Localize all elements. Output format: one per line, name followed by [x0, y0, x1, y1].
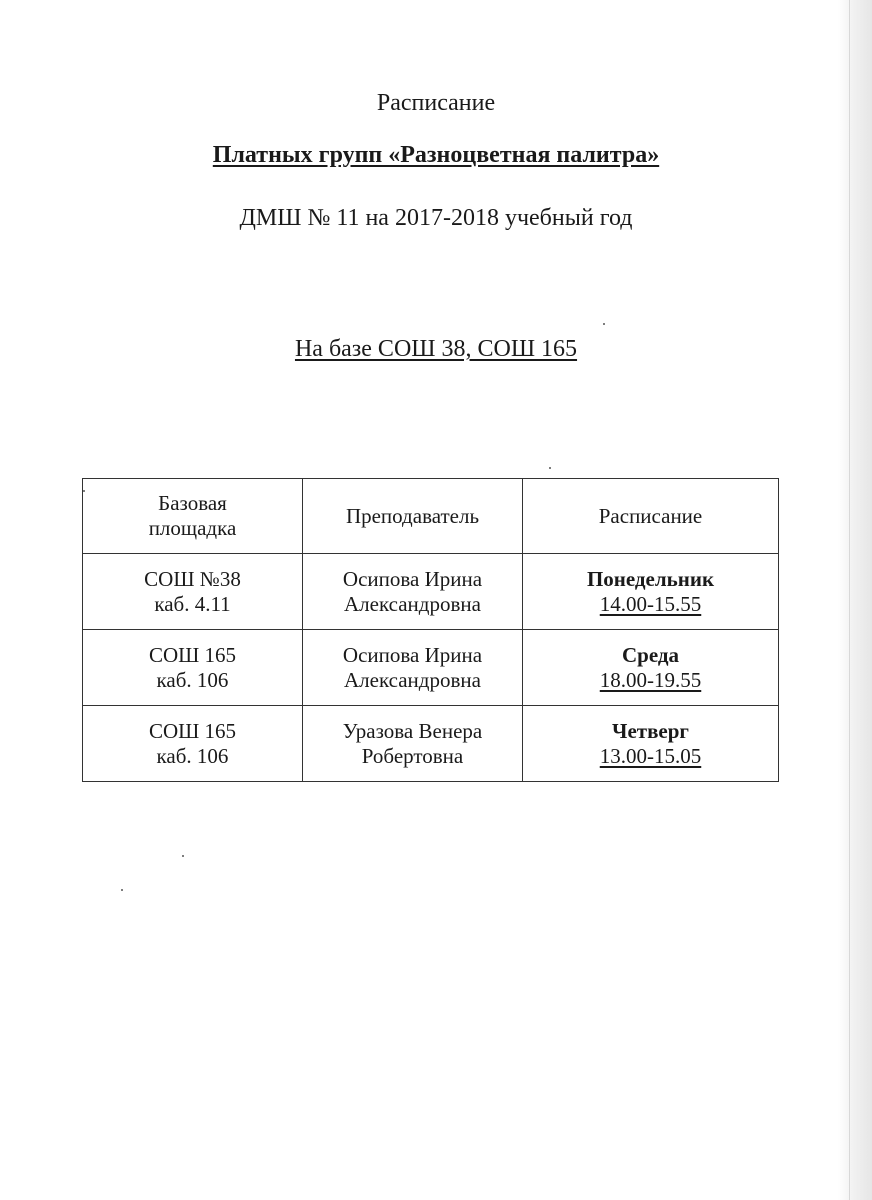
cell-teacher	[303, 630, 523, 706]
teacher-name-line1: Осипова Ирина	[342, 642, 483, 667]
site-room: каб. 4.11	[154, 591, 231, 616]
scan-speck	[549, 467, 551, 469]
table-row	[83, 554, 779, 630]
column-header-site-line1: Базовая	[158, 491, 227, 515]
teacher-name-line2: Александровна	[344, 591, 481, 616]
document-subtitle-text: Платных групп «Разноцветная палитра»	[212, 142, 660, 168]
document-location	[0, 334, 872, 364]
schedule-time: 18.00-19.55	[599, 667, 702, 692]
schedule-day: Понедельник	[586, 566, 715, 591]
teacher-name-line2: Александровна	[344, 667, 481, 692]
scan-edge-line	[849, 0, 850, 1200]
scan-speck	[121, 889, 123, 891]
schedule-time: 14.00-15.55	[599, 591, 702, 616]
document-title: Расписание	[376, 90, 496, 116]
cell-schedule	[523, 554, 779, 630]
column-header-teacher: Преподаватель	[303, 479, 523, 554]
column-header-site-line2: площадка	[148, 516, 237, 540]
document-subtitle	[0, 140, 872, 170]
site-name: СОШ №38	[144, 566, 241, 591]
cell-teacher	[303, 706, 523, 782]
column-header-schedule: Расписание	[523, 479, 779, 554]
scan-edge-shadow	[838, 0, 872, 1200]
site-room: каб. 106	[156, 743, 229, 768]
teacher-name-line2: Робертовна	[361, 743, 464, 768]
cell-site	[83, 706, 303, 782]
cell-schedule	[523, 630, 779, 706]
teacher-name-line1: Осипова Ирина	[342, 566, 483, 591]
table-row	[83, 706, 779, 782]
scan-speck	[603, 323, 605, 325]
document-location-text: На базе СОШ 38, СОШ 165	[294, 336, 578, 362]
cell-site	[83, 554, 303, 630]
site-name: СОШ 165	[148, 642, 237, 667]
schedule-time: 13.00-15.05	[599, 743, 702, 768]
schedule-day: Четверг	[612, 718, 689, 743]
schedule-table	[82, 478, 779, 782]
schedule-day: Среда	[621, 642, 679, 667]
site-name: СОШ 165	[148, 718, 237, 743]
teacher-name-line1: Уразова Венера	[342, 718, 483, 743]
cell-teacher	[303, 554, 523, 630]
table-header-row	[83, 479, 779, 554]
cell-site	[83, 630, 303, 706]
site-room: каб. 106	[156, 667, 229, 692]
table-row	[83, 630, 779, 706]
cell-schedule	[523, 706, 779, 782]
document-school-year: ДМШ № 11 на 2017-2018 учебный год	[239, 205, 633, 231]
scan-speck	[182, 855, 184, 857]
column-header-site	[83, 479, 303, 554]
